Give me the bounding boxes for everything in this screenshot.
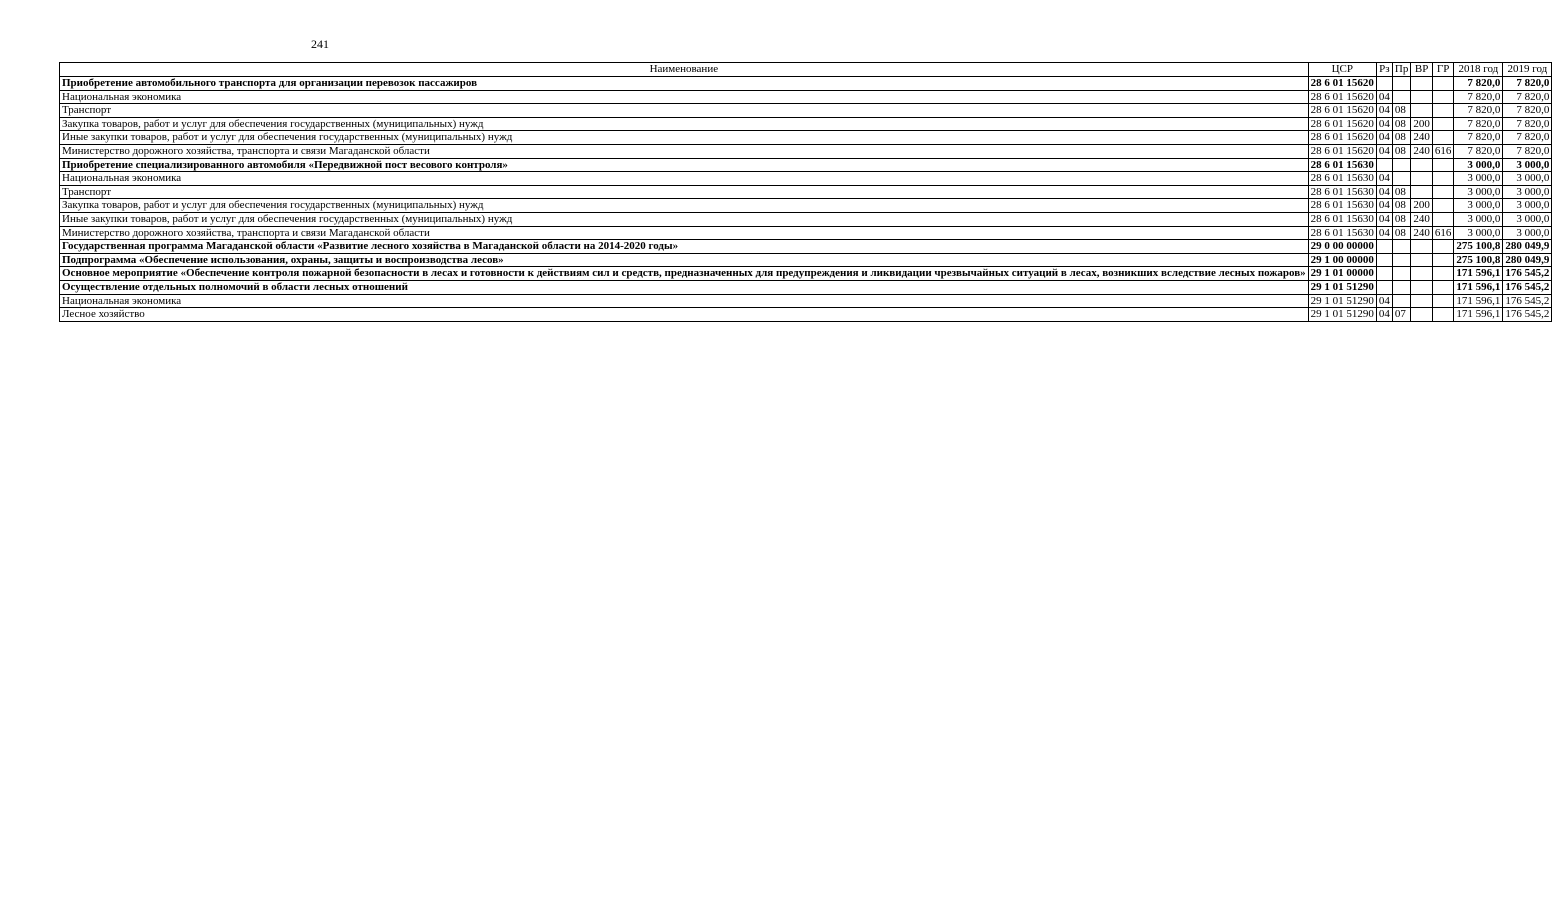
cell-2019: 7 820,0 bbox=[1503, 90, 1552, 104]
cell-rz: 04 bbox=[1376, 117, 1392, 131]
cell-name: Лесное хозяйство bbox=[60, 308, 1309, 322]
cell-vr: 240 bbox=[1411, 212, 1433, 226]
cell-csr: 28 6 01 15620 bbox=[1308, 90, 1376, 104]
cell-rz bbox=[1376, 158, 1392, 172]
cell-rz: 04 bbox=[1376, 185, 1392, 199]
cell-vr: 240 bbox=[1411, 226, 1433, 240]
cell-2018: 3 000,0 bbox=[1454, 185, 1503, 199]
cell-gr bbox=[1432, 77, 1454, 91]
cell-rz bbox=[1376, 240, 1392, 254]
cell-2019: 280 049,9 bbox=[1503, 240, 1552, 254]
cell-2018: 7 820,0 bbox=[1454, 77, 1503, 91]
cell-gr bbox=[1432, 199, 1454, 213]
cell-2019: 3 000,0 bbox=[1503, 185, 1552, 199]
table-row bbox=[60, 212, 1552, 226]
cell-rz: 04 bbox=[1376, 90, 1392, 104]
cell-pr: 08 bbox=[1392, 104, 1410, 118]
cell-gr bbox=[1432, 185, 1454, 199]
page-number: 241 bbox=[311, 37, 329, 51]
header-2019: 2019 год bbox=[1503, 63, 1552, 77]
cell-gr bbox=[1432, 131, 1454, 145]
cell-vr bbox=[1411, 308, 1433, 322]
cell-gr bbox=[1432, 267, 1454, 281]
cell-name: Министерство дорожного хозяйства, транспорта и связи Магаданской области bbox=[60, 144, 1309, 158]
header-name: Наименование bbox=[60, 63, 1309, 77]
cell-pr: 08 bbox=[1392, 212, 1410, 226]
cell-vr bbox=[1411, 158, 1433, 172]
cell-name: Подпрограмма «Обеспечение использования, охраны, защиты и воспроизводства лесов» bbox=[60, 253, 1309, 267]
header-pr: Пр bbox=[1392, 63, 1410, 77]
cell-gr bbox=[1432, 117, 1454, 131]
cell-2018: 171 596,1 bbox=[1454, 308, 1503, 322]
cell-name: Основное мероприятие «Обеспечение контроля пожарной безопасности в лесах и готовности к действиям сил и средств, предназначенных для предупреждения и ликвидации чрезвычайных ситуаций в лесах, возникших вследствие лесных пожаров» bbox=[60, 267, 1309, 281]
cell-2018: 7 820,0 bbox=[1454, 144, 1503, 158]
cell-2018: 171 596,1 bbox=[1454, 280, 1503, 294]
cell-name: Министерство дорожного хозяйства, транспорта и связи Магаданской области bbox=[60, 226, 1309, 240]
cell-rz bbox=[1376, 267, 1392, 281]
cell-csr: 28 6 01 15620 bbox=[1308, 144, 1376, 158]
cell-2018: 275 100,8 bbox=[1454, 240, 1503, 254]
cell-2018: 3 000,0 bbox=[1454, 212, 1503, 226]
cell-gr bbox=[1432, 240, 1454, 254]
cell-vr bbox=[1411, 185, 1433, 199]
cell-csr: 28 6 01 15630 bbox=[1308, 226, 1376, 240]
cell-vr bbox=[1411, 253, 1433, 267]
cell-2019: 7 820,0 bbox=[1503, 77, 1552, 91]
cell-pr bbox=[1392, 90, 1410, 104]
cell-csr: 28 6 01 15620 bbox=[1308, 77, 1376, 91]
cell-pr bbox=[1392, 158, 1410, 172]
cell-name: Государственная программа Магаданской области «Развитие лесного хозяйства в Магаданской области на 2014-2020 годы» bbox=[60, 240, 1309, 254]
cell-name: Осуществление отдельных полномочий в области лесных отношений bbox=[60, 280, 1309, 294]
cell-name: Иные закупки товаров, работ и услуг для обеспечения государственных (муниципальных) нужд bbox=[60, 212, 1309, 226]
cell-pr bbox=[1392, 294, 1410, 308]
cell-name: Национальная экономика bbox=[60, 90, 1309, 104]
table-row bbox=[60, 131, 1552, 145]
cell-rz bbox=[1376, 77, 1392, 91]
cell-name: Иные закупки товаров, работ и услуг для обеспечения государственных (муниципальных) нужд bbox=[60, 131, 1309, 145]
table-row bbox=[60, 77, 1552, 91]
header-rz: Рз bbox=[1376, 63, 1392, 77]
cell-vr: 200 bbox=[1411, 199, 1433, 213]
cell-2018: 7 820,0 bbox=[1454, 131, 1503, 145]
cell-name: Национальная экономика bbox=[60, 172, 1309, 186]
cell-name: Закупка товаров, работ и услуг для обеспечения государственных (муниципальных) нужд bbox=[60, 199, 1309, 213]
table-row bbox=[60, 267, 1552, 281]
cell-2019: 3 000,0 bbox=[1503, 172, 1552, 186]
cell-vr bbox=[1411, 280, 1433, 294]
cell-2019: 7 820,0 bbox=[1503, 117, 1552, 131]
header-gr: ГР bbox=[1432, 63, 1454, 77]
cell-name: Транспорт bbox=[60, 104, 1309, 118]
cell-2019: 3 000,0 bbox=[1503, 212, 1552, 226]
cell-2018: 3 000,0 bbox=[1454, 199, 1503, 213]
cell-2019: 176 545,2 bbox=[1503, 294, 1552, 308]
cell-2019: 7 820,0 bbox=[1503, 144, 1552, 158]
cell-csr: 28 6 01 15620 bbox=[1308, 131, 1376, 145]
header-vr: ВР bbox=[1411, 63, 1433, 77]
table-row bbox=[60, 308, 1552, 322]
cell-2018: 7 820,0 bbox=[1454, 117, 1503, 131]
cell-gr: 616 bbox=[1432, 144, 1454, 158]
cell-pr: 08 bbox=[1392, 117, 1410, 131]
cell-gr: 616 bbox=[1432, 226, 1454, 240]
table-body bbox=[60, 77, 1552, 322]
cell-name: Приобретение автомобильного транспорта для организации перевозок пассажиров bbox=[60, 77, 1309, 91]
cell-vr: 240 bbox=[1411, 144, 1433, 158]
cell-csr: 29 1 01 51290 bbox=[1308, 308, 1376, 322]
cell-vr bbox=[1411, 77, 1433, 91]
cell-pr: 08 bbox=[1392, 185, 1410, 199]
cell-2018: 171 596,1 bbox=[1454, 267, 1503, 281]
cell-pr bbox=[1392, 267, 1410, 281]
cell-2019: 7 820,0 bbox=[1503, 131, 1552, 145]
table-row bbox=[60, 280, 1552, 294]
cell-rz: 04 bbox=[1376, 199, 1392, 213]
table-row bbox=[60, 294, 1552, 308]
cell-2019: 3 000,0 bbox=[1503, 158, 1552, 172]
cell-2018: 7 820,0 bbox=[1454, 104, 1503, 118]
cell-gr bbox=[1432, 253, 1454, 267]
cell-2018: 275 100,8 bbox=[1454, 253, 1503, 267]
cell-pr bbox=[1392, 280, 1410, 294]
cell-2019: 176 545,2 bbox=[1503, 280, 1552, 294]
cell-csr: 28 6 01 15620 bbox=[1308, 104, 1376, 118]
cell-csr: 29 1 01 51290 bbox=[1308, 280, 1376, 294]
cell-pr bbox=[1392, 253, 1410, 267]
cell-2018: 3 000,0 bbox=[1454, 226, 1503, 240]
cell-2018: 3 000,0 bbox=[1454, 172, 1503, 186]
cell-pr: 08 bbox=[1392, 226, 1410, 240]
cell-csr: 28 6 01 15630 bbox=[1308, 212, 1376, 226]
cell-pr: 08 bbox=[1392, 144, 1410, 158]
cell-2019: 176 545,2 bbox=[1503, 308, 1552, 322]
cell-2019: 7 820,0 bbox=[1503, 104, 1552, 118]
cell-pr: 07 bbox=[1392, 308, 1410, 322]
cell-gr bbox=[1432, 104, 1454, 118]
cell-vr bbox=[1411, 294, 1433, 308]
cell-gr bbox=[1432, 90, 1454, 104]
cell-rz: 04 bbox=[1376, 104, 1392, 118]
cell-rz: 04 bbox=[1376, 226, 1392, 240]
table-row bbox=[60, 117, 1552, 131]
cell-rz bbox=[1376, 280, 1392, 294]
cell-csr: 28 6 01 15630 bbox=[1308, 199, 1376, 213]
cell-2019: 176 545,2 bbox=[1503, 267, 1552, 281]
cell-rz bbox=[1376, 253, 1392, 267]
cell-2019: 3 000,0 bbox=[1503, 226, 1552, 240]
cell-name: Национальная экономика bbox=[60, 294, 1309, 308]
table-row bbox=[60, 158, 1552, 172]
cell-gr bbox=[1432, 294, 1454, 308]
table-row bbox=[60, 144, 1552, 158]
cell-pr bbox=[1392, 172, 1410, 186]
table-row bbox=[60, 104, 1552, 118]
table-header-row bbox=[60, 63, 1552, 77]
cell-gr bbox=[1432, 172, 1454, 186]
cell-csr: 29 0 00 00000 bbox=[1308, 240, 1376, 254]
cell-csr: 28 6 01 15620 bbox=[1308, 117, 1376, 131]
table-row bbox=[60, 90, 1552, 104]
cell-name: Транспорт bbox=[60, 185, 1309, 199]
cell-rz: 04 bbox=[1376, 144, 1392, 158]
cell-rz: 04 bbox=[1376, 172, 1392, 186]
cell-rz: 04 bbox=[1376, 308, 1392, 322]
cell-vr bbox=[1411, 267, 1433, 281]
cell-2019: 3 000,0 bbox=[1503, 199, 1552, 213]
cell-name: Закупка товаров, работ и услуг для обеспечения государственных (муниципальных) нужд bbox=[60, 117, 1309, 131]
cell-csr: 29 1 01 51290 bbox=[1308, 294, 1376, 308]
cell-vr: 200 bbox=[1411, 117, 1433, 131]
cell-csr: 28 6 01 15630 bbox=[1308, 172, 1376, 186]
cell-vr bbox=[1411, 172, 1433, 186]
table-row bbox=[60, 226, 1552, 240]
header-2018: 2018 год bbox=[1454, 63, 1503, 77]
cell-gr bbox=[1432, 280, 1454, 294]
cell-vr bbox=[1411, 240, 1433, 254]
cell-pr: 08 bbox=[1392, 131, 1410, 145]
cell-csr: 29 1 01 00000 bbox=[1308, 267, 1376, 281]
cell-rz: 04 bbox=[1376, 294, 1392, 308]
cell-csr: 29 1 00 00000 bbox=[1308, 253, 1376, 267]
cell-2019: 280 049,9 bbox=[1503, 253, 1552, 267]
cell-2018: 171 596,1 bbox=[1454, 294, 1503, 308]
table-row bbox=[60, 185, 1552, 199]
cell-2018: 7 820,0 bbox=[1454, 90, 1503, 104]
cell-name: Приобретение специализированного автомобиля «Передвижной пост весового контроля» bbox=[60, 158, 1309, 172]
cell-pr bbox=[1392, 240, 1410, 254]
table-row bbox=[60, 240, 1552, 254]
table-row bbox=[60, 172, 1552, 186]
cell-pr: 08 bbox=[1392, 199, 1410, 213]
cell-rz: 04 bbox=[1376, 131, 1392, 145]
cell-csr: 28 6 01 15630 bbox=[1308, 158, 1376, 172]
budget-table bbox=[59, 62, 1552, 322]
cell-rz: 04 bbox=[1376, 212, 1392, 226]
cell-pr bbox=[1392, 77, 1410, 91]
cell-vr: 240 bbox=[1411, 131, 1433, 145]
cell-2018: 3 000,0 bbox=[1454, 158, 1503, 172]
cell-gr bbox=[1432, 158, 1454, 172]
table-row bbox=[60, 253, 1552, 267]
cell-gr bbox=[1432, 308, 1454, 322]
table-row bbox=[60, 199, 1552, 213]
cell-csr: 28 6 01 15630 bbox=[1308, 185, 1376, 199]
cell-vr bbox=[1411, 104, 1433, 118]
cell-vr bbox=[1411, 90, 1433, 104]
cell-gr bbox=[1432, 212, 1454, 226]
header-csr: ЦСР bbox=[1308, 63, 1376, 77]
